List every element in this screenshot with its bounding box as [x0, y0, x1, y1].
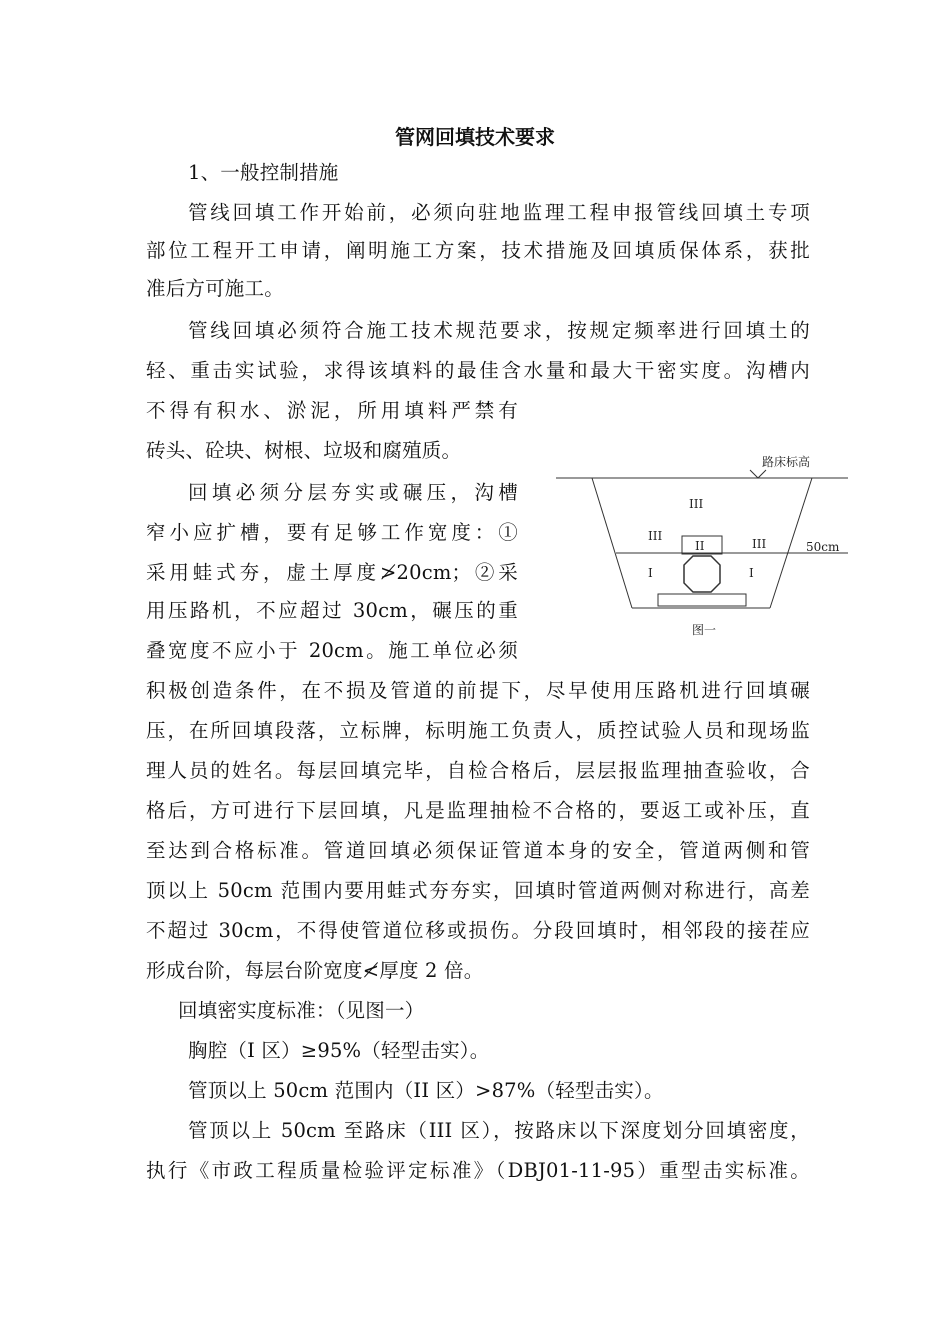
figure-caption: 图一 — [692, 623, 717, 637]
page-title: 管网回填技术要求 — [395, 125, 555, 149]
trench-figure — [552, 448, 852, 648]
standard-heading: 回填密实度标准：（见图一） — [178, 999, 425, 1022]
paragraph-line: 回填必须分层夯实或碾压，沟槽 — [188, 481, 518, 504]
zone-i-left-label: I — [648, 566, 653, 580]
paragraph-line: 用压路机，不应超过 30cm，碾压的重 — [146, 599, 518, 622]
section-heading: 1、一般控制措施 — [188, 161, 339, 184]
paragraph-line: 管线回填工作开始前，必须向驻地监理工程申报管线回填土专项 — [188, 201, 810, 224]
paragraph-line: 不超过 30cm，不得使管道位移或损伤。分段回填时，相邻段的接茬应 — [146, 919, 810, 942]
paragraph-line: 部位工程开工申请，阐明施工方案，技术措施及回填质保体系，获批 — [146, 239, 810, 262]
pipe-base — [658, 594, 746, 606]
paragraph-line: 理人员的姓名。每层回填完毕，自检合格后，层层报监理抽查验收，合 — [146, 759, 810, 782]
standard-item: 管顶以上 50cm 至路床（III 区），按路床以下深度划分回填密度， — [188, 1119, 810, 1142]
paragraph-line: 压，在所回填段落，立标牌，标明施工负责人，质控试验人员和现场监 — [146, 719, 810, 742]
depth-label: 50cm — [806, 540, 840, 554]
standard-item: 执行《市政工程质量检验评定标准》（DBJ01-11-95）重型击实标准。 — [146, 1159, 810, 1182]
zone-iii-left-label: III — [648, 529, 663, 543]
zone-ii-label: II — [695, 539, 705, 553]
zone-i-right-label: I — [749, 566, 754, 580]
paragraph-line: 至达到合格标准。管道回填必须保证管道本身的安全，管道两侧和管 — [146, 839, 810, 862]
road-label: 路床标高 — [762, 455, 811, 469]
pipe-shape — [684, 556, 720, 592]
trench-diagram — [552, 448, 852, 648]
zone-iii-right-label: III — [752, 537, 767, 551]
standard-item: 管顶以上 50cm 范围内（II 区）>87%（轻型击实）。 — [188, 1079, 664, 1102]
paragraph-line: 准后方可施工。 — [146, 277, 284, 300]
paragraph-line: 管线回填必须符合施工技术规范要求，按规定频率进行回填土的 — [188, 319, 810, 342]
paragraph-line: 叠宽度不应小于 20cm。施工单位必须 — [146, 639, 518, 662]
paragraph-line: 轻、重击实试验，求得该填料的最佳含水量和最大干密实度。沟槽内 — [146, 359, 810, 382]
paragraph-line: 不得有积水、淤泥，所用填料严禁有 — [146, 399, 518, 422]
paragraph-line: 顶以上 50cm 范围内要用蛙式夯夯实，回填时管道两侧对称进行，高差 — [146, 879, 810, 902]
trench-wall-left — [592, 478, 632, 608]
paragraph-line: 形成台阶，每层台阶宽度≮厚度 2 倍。 — [146, 959, 484, 982]
zone-iii-top-label: III — [689, 497, 704, 511]
paragraph-line: 砖头、砼块、树根、垃圾和腐殖质。 — [146, 439, 462, 462]
paragraph-line: 格后，方可进行下层回填，凡是监理抽检不合格的，要返工或补压，直 — [146, 799, 810, 822]
paragraph-line: 窄小应扩槽，要有足够工作宽度：① — [146, 521, 518, 544]
paragraph-line: 积极创造条件，在不损及管道的前提下，尽早使用压路机进行回填碾 — [146, 679, 810, 702]
paragraph-line: 采用蛙式夯，虚土厚度≯20cm；②采 — [146, 561, 518, 584]
level-marker-icon — [750, 470, 766, 478]
standard-item: 胸腔（I 区）≥95%（轻型击实）。 — [188, 1039, 490, 1062]
